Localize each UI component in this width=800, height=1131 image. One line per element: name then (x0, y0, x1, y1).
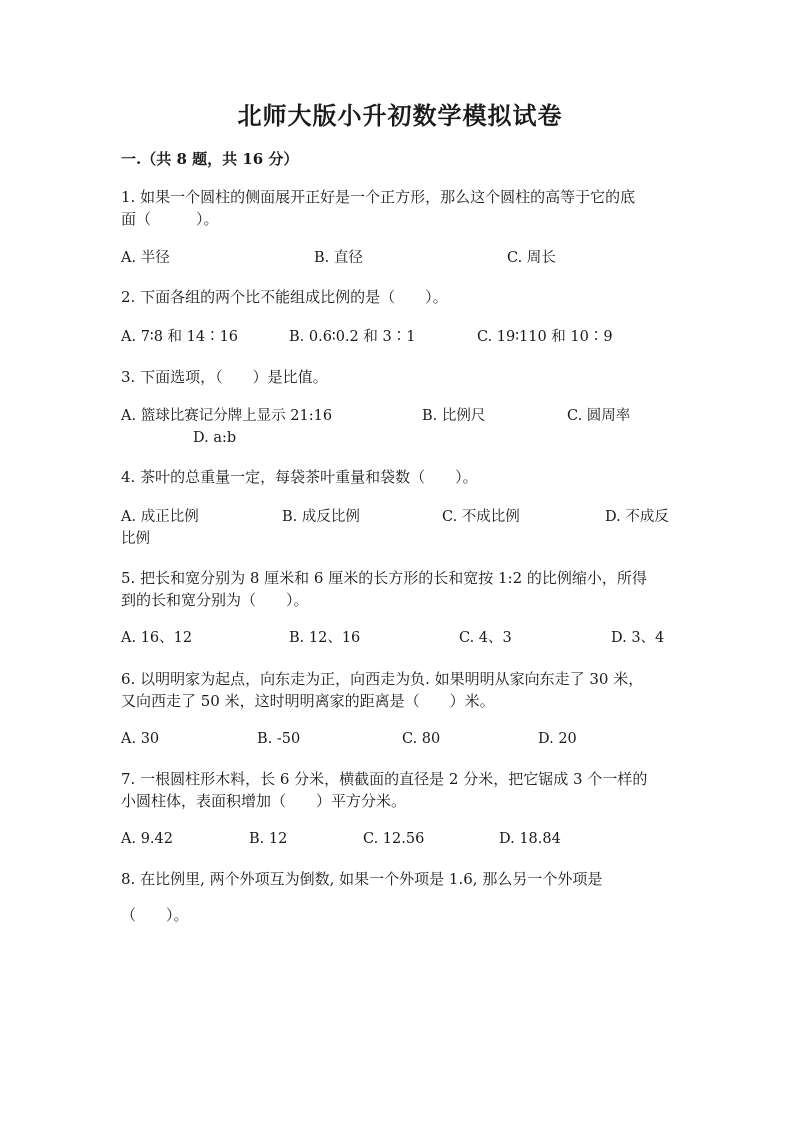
option-a[interactable]: A. 7∶8 和 14∶16 (121, 329, 239, 345)
question-5-stem-line2: 到的长和宽分别为（ ）。 (121, 591, 309, 609)
option-b[interactable]: B. 12 (249, 831, 288, 847)
question-2 (121, 286, 677, 308)
option-b[interactable]: B. 成反比例 (282, 509, 360, 525)
question-4-stem-line1: 4. 茶叶的总重量一定，每袋茶叶重量和袋数（ ）。 (121, 468, 478, 486)
option-a[interactable]: A. 9.42 (121, 831, 173, 847)
question-6-stem-line2: 又向西走了 50 米，这时明明离家的距离是（ ）米。 (121, 692, 495, 710)
question-5-stem-line1: 5. 把长和宽分别为 8 厘米和 6 厘米的长方形的长和宽按 1:2 的比例缩小，所得 (121, 569, 647, 587)
page-title: 北师大版小升初数学模拟试卷 (237, 101, 563, 130)
question-6 (121, 668, 677, 712)
question-2-options (121, 326, 677, 348)
question-4 (121, 466, 677, 488)
option-d[interactable]: D. 不成反 (605, 509, 669, 525)
question-3-stem-line1: 3. 下面选项，（ ）是比值。 (121, 368, 328, 386)
question-6-options (121, 728, 677, 750)
option-b[interactable]: B. 直径 (314, 250, 363, 266)
option-b[interactable]: B. 0.6∶0.2 和 3∶1 (289, 329, 416, 345)
question-7-stem-line2: 小圆柱体，表面积增加（ ）平方分米。 (121, 792, 407, 810)
option-d[interactable]: D. 18.84 (499, 831, 561, 847)
option-a[interactable]: A. 16、12 (121, 630, 193, 646)
option-c[interactable]: C. 4、3 (459, 630, 512, 646)
option-c[interactable]: C. 不成比例 (442, 509, 520, 525)
option-c[interactable]: C. 12.56 (363, 831, 425, 847)
question-8-stem-line2: （ ）。 (121, 906, 189, 924)
option-d[interactable]: D. 3、4 (611, 630, 665, 646)
question-3-options (121, 405, 677, 427)
question-7-stem-line1: 7. 一根圆柱形木料，长 6 分米，横截面的直径是 2 分米，把它锯成 3 个一样的 (121, 770, 648, 788)
question-1-stem-line2: 面（ ）。 (121, 210, 219, 228)
option-a[interactable]: A. 成正比例 (121, 509, 199, 525)
question-5 (121, 567, 677, 611)
option-a[interactable]: A. 30 (121, 731, 160, 747)
question-8 (121, 868, 677, 890)
option-c[interactable]: C. 19∶110 和 10∶9 (477, 329, 613, 345)
question-8-continuation (121, 904, 677, 926)
section-heading: 一.（共 8 题，共 16 分） (121, 150, 299, 168)
question-4-options (121, 506, 677, 528)
question-6-stem-line1: 6. 以明明家为起点，向东走为正，向西走为负. 如果明明从家向东走了 30 米， (121, 670, 644, 688)
option-c[interactable]: C. 周长 (507, 250, 556, 266)
option-c[interactable]: C. 80 (402, 731, 441, 747)
question-3 (121, 366, 677, 388)
question-1-stem-line1: 1. 如果一个圆柱的侧面展开正好是一个正方形，那么这个圆柱的高等于它的底 (121, 188, 636, 206)
option-c[interactable]: C. 圆周率 (567, 408, 631, 424)
question-1-options (121, 247, 677, 269)
option-a[interactable]: A. 篮球比赛记分牌上显示 21:16 (121, 408, 333, 424)
option-a[interactable]: A. 半径 (121, 250, 170, 266)
option-d[interactable]: D. 20 (538, 731, 577, 747)
question-1 (121, 186, 677, 230)
option-b[interactable]: B. 比例尺 (422, 408, 486, 424)
question-7-options (121, 828, 677, 850)
option-b[interactable]: B. 12、16 (289, 630, 361, 646)
question-7 (121, 768, 677, 812)
question-5-options (121, 627, 677, 649)
question-8-stem-line1: 8. 在比例里, 两个外项互为倒数, 如果一个外项是 1.6, 那么另一个外项是 (121, 870, 603, 888)
option-d[interactable]: D. a:b (193, 430, 237, 446)
option-b[interactable]: B. -50 (257, 731, 301, 747)
question-2-stem-line1: 2. 下面各组的两个比不能组成比例的是（ ）。 (121, 288, 448, 306)
option-d-wrap: 比例 (121, 531, 150, 547)
